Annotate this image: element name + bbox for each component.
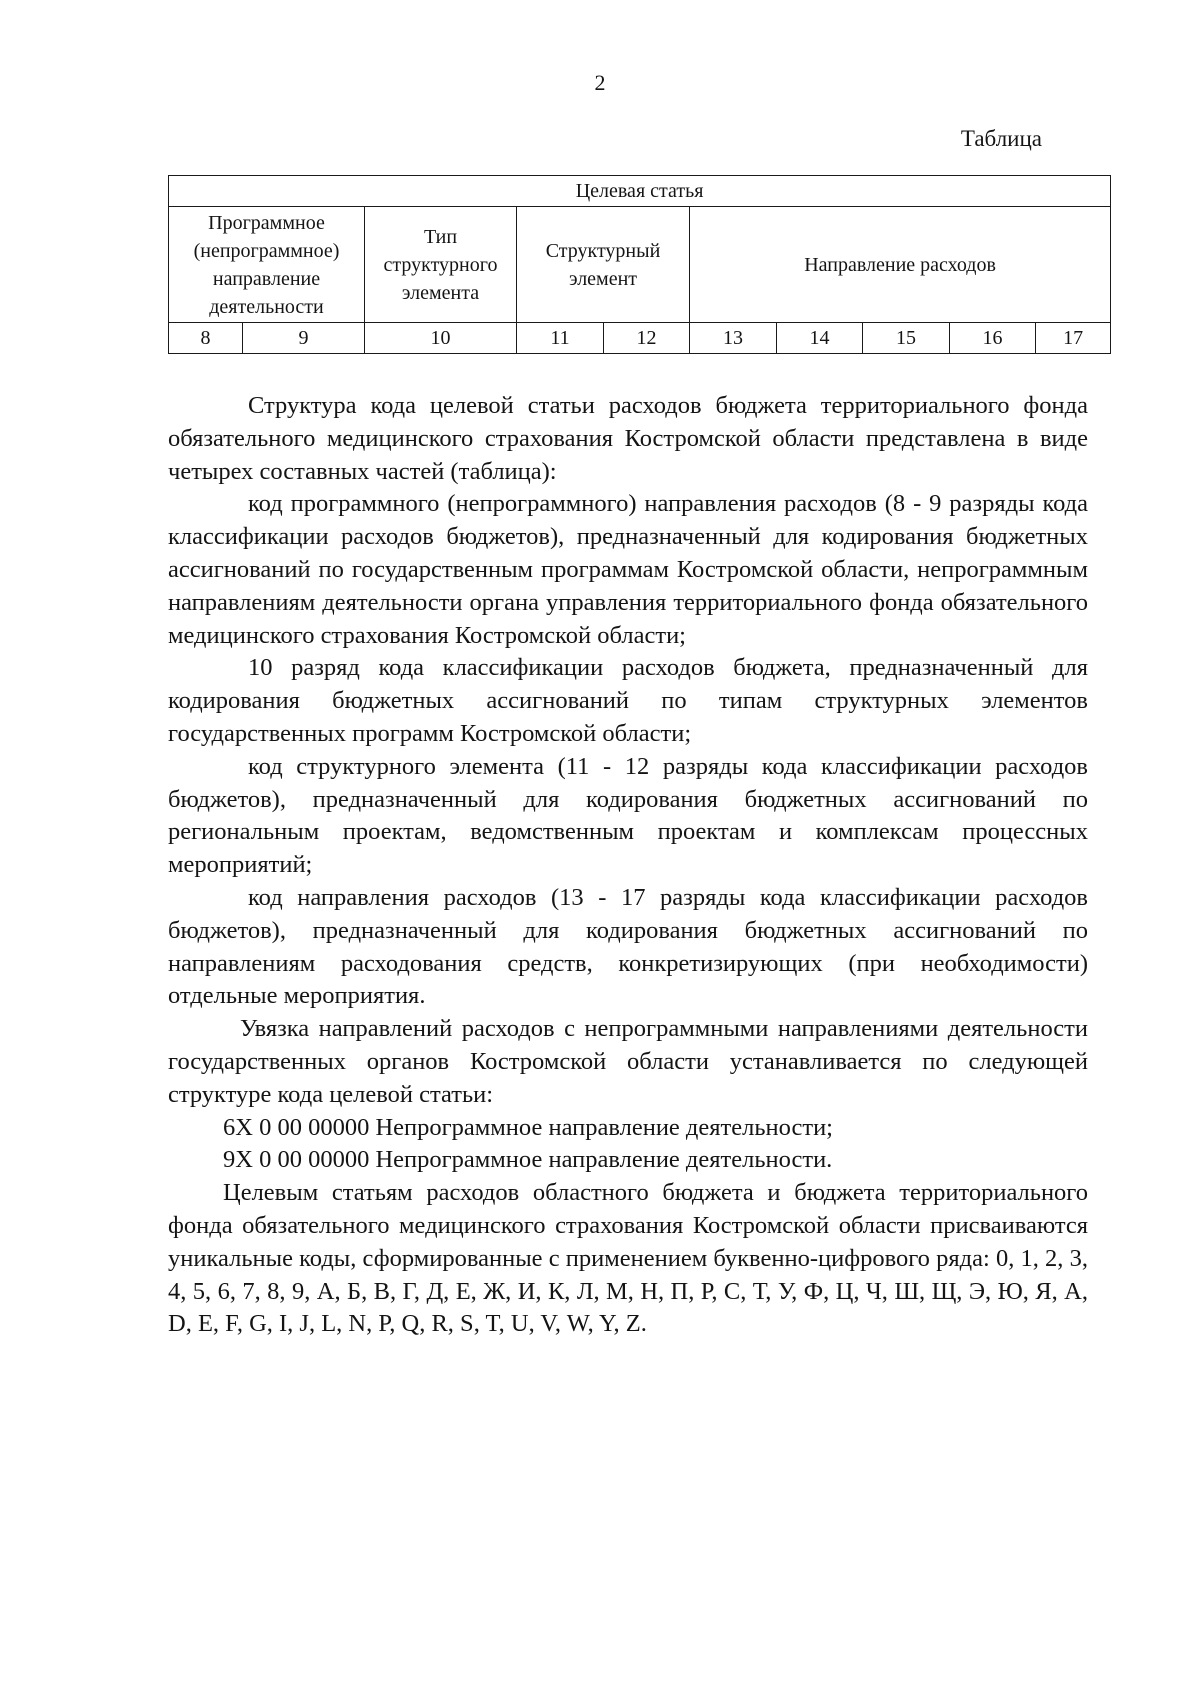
document-body: [168, 390, 1088, 1341]
digit-cell: 12: [604, 323, 690, 354]
digit-cell: 10: [365, 323, 517, 354]
group-structural-element-type: Тип структурного элемента: [365, 207, 517, 323]
paragraph-digit-10: 10 разряд кода классификации расходов бюджета, предназначенный для кодирования бюджетных ассигнований по типам структурных элементов государственных программ Костромской области;: [168, 654, 1088, 747]
digit-cell: 13: [690, 323, 777, 354]
paragraph-expense-direction-code: код направления расходов (13 - 17 разряды кода классификации расходов бюджетов), предназначенный для кодирования бюджетных ассигнований по направлениям расходования средств, конкретизирующих (при необходимости) отдельные мероприятия.: [168, 883, 1088, 1010]
paragraph-program-direction-code: код программного (непрограммного) направления расходов (8 - 9 разряды кода классификации расходов бюджетов), предназначенный для кодирования бюджетных ассигнований по государственным программам Костромской области, непрограммным направлениям деятельности органа управления территориального фонда обязательного медицинского страхования Костромской области;: [168, 490, 1088, 649]
paragraph-structural-element-code: код структурного элемента (11 - 12 разряды кода классификации расходов бюджетов), предназначенный для кодирования бюджетных ассигнований по региональным проектам, ведомственным проектам и комплексам процессных мероприятий;: [168, 752, 1088, 879]
group-structural-element: Структурный элемент: [517, 207, 690, 323]
digit-cell: 15: [863, 323, 950, 354]
paragraph-linkage: Увязка направлений расходов с непрограммными направлениями деятельности государственных органов Костромской области устанавливается по следующей структуре кода целевой статьи:: [168, 1015, 1088, 1108]
digit-cell: 11: [517, 323, 604, 354]
digit-cell: 9: [243, 323, 365, 354]
code-line-6x: 6Х 0 00 00000 Непрограммное направление деятельности;: [223, 1113, 833, 1141]
paragraph-structure-intro: Структура кода целевой статьи расходов бюджета территориального фонда обязательного медицинского страхования Костромской области представлена в виде четырех составных частей (таблица):: [168, 392, 1088, 485]
target-article-code-table: [168, 175, 1111, 354]
table-caption: Таблица: [960, 126, 1042, 151]
digit-cell: 17: [1036, 323, 1111, 354]
paragraph-unique-codes: Целевым статьям расходов областного бюджета и бюджета территориального фонда обязательного медицинского страхования Костромской области присваиваются уникальные коды, сформированные с применением буквенно-цифрового ряда: 0, 1, 2, 3, 4, 5, 6, 7, 8, 9, А, Б, В, Г, Д, Е, Ж, И, К, Л, М, Н, П, Р, С, Т, У, Ф, Ц, Ч, Ш, Щ, Э, Ю, Я, A, D, E, F, G, I, J, L, N, P, Q, R, S, T, U, V, W, Y, Z.: [168, 1179, 1088, 1338]
digit-cell: 16: [950, 323, 1036, 354]
group-program-direction: Программное (непрограммное) направление деятельности: [169, 207, 365, 323]
digit-cell: 8: [169, 323, 243, 354]
table-title-cell: Целевая статья: [169, 176, 1111, 207]
group-expense-direction: Направление расходов: [690, 207, 1111, 323]
page-number: 2: [594, 70, 606, 95]
digit-cell: 14: [777, 323, 863, 354]
code-line-9x: 9Х 0 00 00000 Непрограммное направление деятельности.: [223, 1146, 833, 1174]
